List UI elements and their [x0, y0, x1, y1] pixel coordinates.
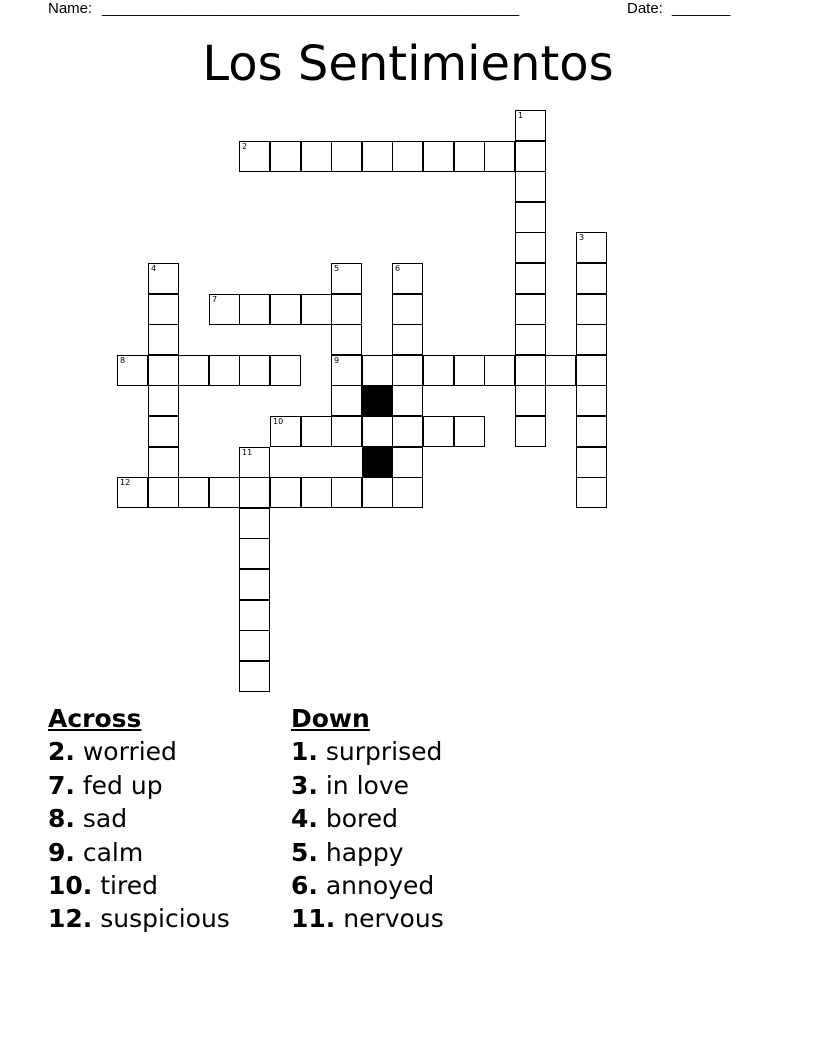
grid-cell[interactable]: [484, 141, 515, 172]
grid-cell[interactable]: [515, 171, 546, 202]
grid-cell[interactable]: [239, 355, 270, 386]
clue-text: fed up: [82, 770, 163, 800]
grid-cell[interactable]: [362, 141, 393, 172]
clue-number-label: 6: [395, 264, 401, 273]
grid-cell[interactable]: [148, 263, 179, 294]
grid-cell[interactable]: [239, 630, 270, 661]
grid-cell[interactable]: [239, 447, 270, 478]
grid-cell[interactable]: [331, 324, 362, 355]
grid-cell[interactable]: [392, 447, 423, 478]
grid-cell[interactable]: [239, 141, 270, 172]
across-clues: [48, 702, 230, 936]
grid-cell[interactable]: [331, 141, 362, 172]
grid-cell[interactable]: [454, 416, 485, 447]
grid-cell[interactable]: [209, 355, 240, 386]
grid-cell[interactable]: [362, 477, 393, 508]
grid-cell[interactable]: [392, 416, 423, 447]
grid-cell[interactable]: [392, 294, 423, 325]
grid-cell[interactable]: [392, 385, 423, 416]
grid-cell[interactable]: [392, 355, 423, 386]
clue-number: 9.: [48, 837, 75, 867]
grid-cell[interactable]: [423, 141, 454, 172]
grid-cell[interactable]: [515, 141, 546, 172]
clue-across-item: [48, 735, 230, 768]
grid-cell[interactable]: [148, 477, 179, 508]
clue-down-item: [291, 902, 444, 935]
grid-cell[interactable]: [515, 110, 546, 141]
grid-cell[interactable]: [576, 355, 607, 386]
grid-cell[interactable]: [301, 416, 332, 447]
grid-cell[interactable]: [576, 232, 607, 263]
grid-cell[interactable]: [331, 416, 362, 447]
name-label: Name:: [48, 0, 93, 17]
grid-cell[interactable]: [331, 355, 362, 386]
clue-text: happy: [325, 837, 404, 867]
grid-cell[interactable]: [270, 477, 301, 508]
date-line[interactable]: _______: [672, 0, 731, 17]
clue-number: 5.: [291, 837, 318, 867]
name-line[interactable]: __________________________________________________: [102, 0, 520, 17]
black-cell: [362, 385, 393, 416]
grid-cell[interactable]: [362, 355, 393, 386]
clue-down-item: [291, 769, 444, 802]
clue-text: nervous: [343, 904, 444, 934]
grid-cell[interactable]: [454, 141, 485, 172]
grid-cell[interactable]: [270, 294, 301, 325]
grid-cell[interactable]: [148, 385, 179, 416]
grid-cell[interactable]: [515, 324, 546, 355]
grid-cell[interactable]: [515, 294, 546, 325]
clue-number-label: 1: [518, 111, 524, 120]
grid-cell[interactable]: [270, 141, 301, 172]
grid-cell[interactable]: [270, 416, 301, 447]
grid-cell[interactable]: [117, 477, 148, 508]
grid-cell[interactable]: [148, 416, 179, 447]
across-heading: Across: [48, 704, 142, 733]
clue-number: 11.: [291, 904, 336, 934]
clue-number: 7.: [48, 770, 75, 800]
clue-text: surprised: [325, 737, 443, 767]
clue-down-item: [291, 802, 444, 835]
grid-cell[interactable]: [209, 294, 240, 325]
grid-cell[interactable]: [117, 355, 148, 386]
clue-down-item: [291, 735, 444, 768]
clue-number-label: 2: [242, 142, 248, 151]
clue-down-item: [291, 869, 444, 902]
clue-number-label: 4: [151, 264, 157, 273]
clue-number-label: 5: [334, 264, 340, 273]
grid-cell[interactable]: [239, 477, 270, 508]
clue-number-label: 12: [120, 478, 131, 487]
clue-text: annoyed: [325, 871, 435, 901]
clue-text: in love: [325, 770, 410, 800]
black-cell: [362, 447, 393, 478]
clue-number: 6.: [291, 871, 318, 901]
clue-number: 8.: [48, 804, 75, 834]
grid-cell[interactable]: [423, 416, 454, 447]
clue-across-item: [48, 836, 230, 869]
grid-cell[interactable]: [392, 141, 423, 172]
grid-cell[interactable]: [576, 263, 607, 294]
grid-cell[interactable]: [270, 355, 301, 386]
clue-number: 3.: [291, 770, 318, 800]
clue-across-item: [48, 869, 230, 902]
grid-cell[interactable]: [362, 416, 393, 447]
clue-across-item: [48, 769, 230, 802]
grid-cell[interactable]: [331, 263, 362, 294]
clue-number: 1.: [291, 737, 318, 767]
grid-cell[interactable]: [576, 385, 607, 416]
grid-cell[interactable]: [515, 263, 546, 294]
clue-number-label: 9: [334, 356, 340, 365]
clue-text: suspicious: [100, 904, 230, 934]
grid-cell[interactable]: [545, 355, 576, 386]
grid-cell[interactable]: [392, 477, 423, 508]
grid-cell[interactable]: [178, 355, 209, 386]
clue-number-label: 8: [120, 356, 126, 365]
clue-text: worried: [82, 737, 177, 767]
clue-number: 10.: [48, 871, 93, 901]
grid-cell[interactable]: [576, 447, 607, 478]
grid-cell[interactable]: [239, 600, 270, 631]
grid-cell[interactable]: [454, 355, 485, 386]
grid-cell[interactable]: [331, 385, 362, 416]
grid-cell[interactable]: [576, 477, 607, 508]
grid-cell[interactable]: [576, 294, 607, 325]
clue-number: 2.: [48, 737, 75, 767]
grid-cell[interactable]: [239, 294, 270, 325]
grid-cell[interactable]: [331, 477, 362, 508]
grid-cell[interactable]: [576, 324, 607, 355]
clue-down-item: [291, 836, 444, 869]
grid-cell[interactable]: [515, 202, 546, 233]
grid-cell[interactable]: [423, 355, 454, 386]
clue-number: 4.: [291, 804, 318, 834]
grid-cell[interactable]: [178, 477, 209, 508]
grid-cell[interactable]: [515, 232, 546, 263]
clue-text: sad: [82, 804, 128, 834]
grid-cell[interactable]: [148, 447, 179, 478]
grid-cell[interactable]: [148, 294, 179, 325]
grid-cell[interactable]: [239, 508, 270, 539]
page-title: Los Sentimientos: [202, 36, 614, 92]
grid-cell[interactable]: [239, 661, 270, 692]
grid-cell[interactable]: [148, 324, 179, 355]
grid-cell[interactable]: [301, 477, 332, 508]
grid-cell[interactable]: [239, 538, 270, 569]
clue-number-label: 11: [242, 448, 253, 457]
clue-number: 12.: [48, 904, 93, 934]
grid-cell[interactable]: [576, 416, 607, 447]
clue-across-item: [48, 802, 230, 835]
clue-across-item: [48, 902, 230, 935]
clue-number-label: 7: [212, 295, 218, 304]
down-clues: [291, 702, 444, 936]
grid-cell[interactable]: [148, 355, 179, 386]
grid-cell[interactable]: [484, 355, 515, 386]
grid-cell[interactable]: [301, 141, 332, 172]
grid-cell[interactable]: [331, 294, 362, 325]
clue-text: calm: [82, 837, 144, 867]
grid-cell[interactable]: [515, 355, 546, 386]
grid-cell[interactable]: [239, 569, 270, 600]
grid-cell[interactable]: [392, 324, 423, 355]
grid-cell[interactable]: [515, 385, 546, 416]
clue-text: bored: [325, 804, 399, 834]
date-label: Date:: [627, 0, 663, 17]
grid-cell[interactable]: [515, 416, 546, 447]
clue-number-label: 3: [579, 233, 585, 242]
grid-cell[interactable]: [209, 477, 240, 508]
clue-text: tired: [100, 871, 158, 901]
grid-cell[interactable]: [301, 294, 332, 325]
clue-number-label: 10: [273, 417, 284, 426]
grid-cell[interactable]: [392, 263, 423, 294]
down-heading: Down: [291, 704, 370, 733]
